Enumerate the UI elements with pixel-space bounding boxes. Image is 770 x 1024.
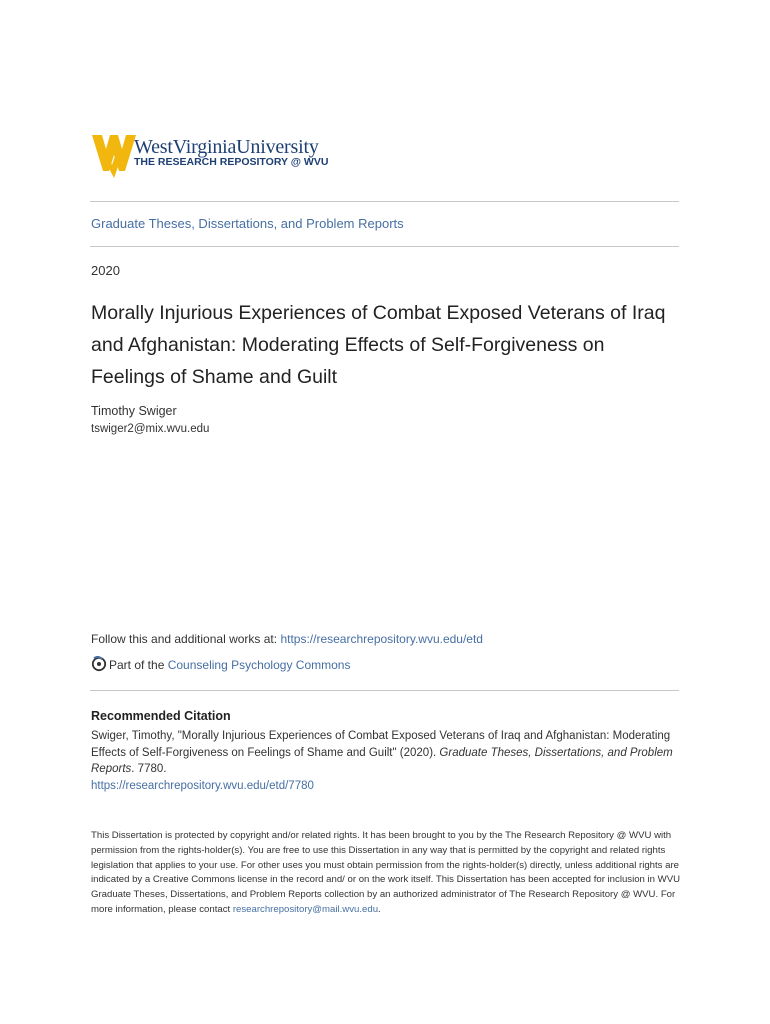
- part-of-line: [91, 656, 350, 672]
- citation-url-link[interactable]: https://researchrepository.wvu.edu/etd/7780: [91, 779, 314, 792]
- publication-year: 2020: [91, 263, 120, 278]
- author-name: Timothy Swiger: [91, 404, 177, 418]
- rights-text: This Dissertation is protected by copyright and/or related rights. It has been brought to you by the The Research Repository @ WVU with permission from the rights-holder(s). You are free to use this Dissertation in any way that is permitted by the copyright and related rights legislation that applies to your use. For other uses you must obtain permission from the rights-holder(s) directly, unless additional rights are indicated by a Creative Commons license in the record and/ or on the work itself. This Dissertation has been accepted for inclusion in WVU Graduate Theses, Dissertations, and Problem Reports collection by an authorized administrator of The Research Repository @ WVU. For more information, please contact: [91, 830, 681, 915]
- follow-prefix: Follow this and additional works at:: [91, 632, 281, 646]
- collection-link[interactable]: Graduate Theses, Dissertations, and Problem Reports: [91, 216, 404, 231]
- document-title: Morally Injurious Experiences of Combat Exposed Veterans of Iraq and Afghanistan: Moderating Effects of Self-Forgiveness on Feelings of Shame and Guilt: [91, 302, 666, 388]
- divider: [90, 201, 679, 202]
- follow-line: [91, 632, 483, 646]
- citation-heading: Recommended Citation: [91, 709, 231, 723]
- contact-email-link[interactable]: researchrepository@mail.wvu.edu: [232, 903, 379, 915]
- logo-university-name: WestVirginiaUniversity: [134, 136, 319, 158]
- author-email: tswiger2@mix.wvu.edu: [91, 423, 210, 435]
- logo-tagline: THE RESEARCH REPOSITORY @ WVU: [134, 156, 329, 168]
- divider: [90, 690, 679, 691]
- repository-link[interactable]: https://researchrepository.wvu.edu/etd: [280, 632, 483, 646]
- commons-link[interactable]: Counseling Psychology Commons: [167, 658, 351, 672]
- open-access-icon: [91, 656, 107, 672]
- wvu-logo: [92, 131, 392, 181]
- citation-series: Graduate Theses, Dissertations, and Problem Reports: [91, 746, 673, 775]
- citation-number: . 7780.: [131, 763, 167, 775]
- divider: [90, 246, 679, 247]
- part-of-prefix: Part of the: [109, 658, 168, 672]
- citation-block: [91, 728, 681, 794]
- citation-text: Swiger, Timothy, "Morally Injurious Experiences of Combat Exposed Veterans of Iraq and Afghanistan: Moderating Effects of Self-Forgiveness on Feelings of Shame and Guilt" (2020).: [91, 730, 671, 759]
- rights-end: .: [378, 903, 381, 915]
- wvu-flying-wv-icon: [92, 131, 136, 179]
- rights-statement: [91, 829, 681, 918]
